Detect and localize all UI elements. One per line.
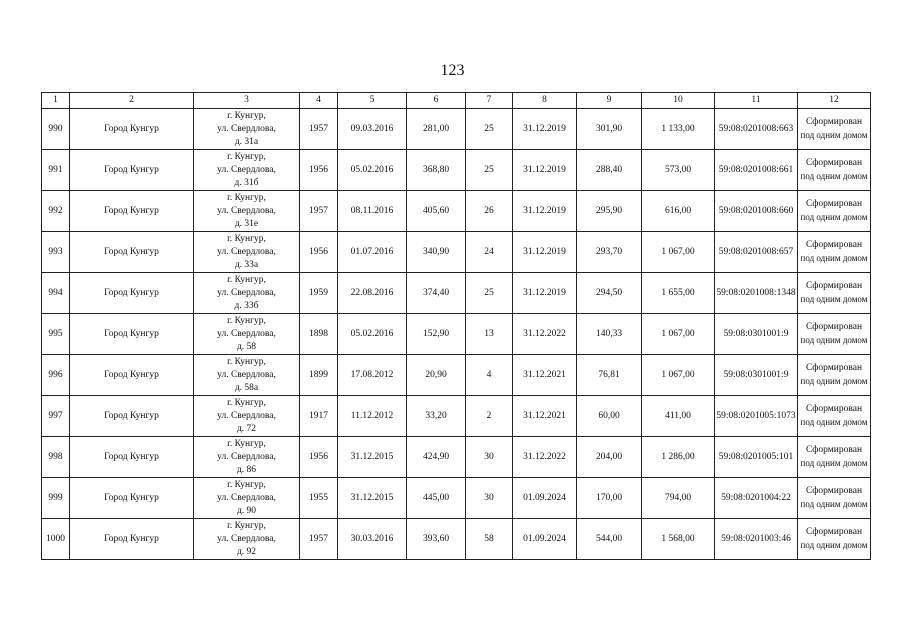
table-row (42, 396, 871, 437)
address-line: ул. Свердлова, (217, 369, 276, 380)
column-10-value: 1 655,00 (642, 273, 715, 314)
status-cell (798, 273, 871, 314)
status-line-1: Сформирован (805, 117, 863, 127)
city-name: Город Кунгур (70, 191, 194, 232)
inspection-date: 31.12.2015 (338, 437, 407, 478)
city-name: Город Кунгур (70, 355, 194, 396)
status-line-2: под одним домом (800, 458, 868, 468)
column-10-value: 1 067,00 (642, 355, 715, 396)
residents-count: 25 (466, 109, 513, 150)
table-header (42, 93, 871, 109)
area-value: 33,20 (407, 396, 466, 437)
planned-date: 31.12.2019 (513, 109, 577, 150)
area-value: 424,90 (407, 437, 466, 478)
column-header: 8 (513, 93, 577, 109)
table-row (42, 355, 871, 396)
column-header: 1 (42, 93, 70, 109)
row-number: 991 (42, 150, 70, 191)
column-10-value: 1 133,00 (642, 109, 715, 150)
column-header: 10 (642, 93, 715, 109)
year-built: 1956 (300, 232, 338, 273)
page-number: 123 (440, 62, 465, 79)
year-built: 1956 (300, 150, 338, 191)
address-line: ул. Свердлова, (217, 451, 276, 462)
address-line: г. Кунгур, (227, 110, 266, 121)
status-line-1: Сформирован (805, 486, 863, 496)
inspection-date: 08.11.2016 (338, 191, 407, 232)
address-line: г. Кунгур, (227, 479, 266, 490)
status-line-1: Сформирован (805, 158, 863, 168)
address-line: г. Кунгур, (227, 520, 266, 531)
column-header: 2 (70, 93, 194, 109)
address-line: д. 86 (236, 464, 257, 475)
status-line-1: Сформирован (805, 404, 863, 414)
status-line-2: под одним домом (800, 417, 868, 427)
table-row (42, 191, 871, 232)
column-10-value: 1 067,00 (642, 314, 715, 355)
table-row (42, 478, 871, 519)
residents-count: 4 (466, 355, 513, 396)
status-line-1: Сформирован (805, 240, 863, 250)
address-line: г. Кунгур, (227, 315, 266, 326)
row-number: 997 (42, 396, 70, 437)
planned-date: 31.12.2019 (513, 191, 577, 232)
status-line-2: под одним домом (800, 253, 868, 263)
city-name: Город Кунгур (70, 478, 194, 519)
address-cell (194, 519, 300, 560)
cadastral-number: 59:08:0201005:101 (715, 437, 798, 478)
column-9-value: 140,33 (577, 314, 642, 355)
cadastral-number: 59:08:0201008:661 (715, 150, 798, 191)
address-line: д. 33б (234, 300, 259, 311)
address-line: г. Кунгур, (227, 151, 266, 162)
city-name: Город Кунгур (70, 150, 194, 191)
address-line: д. 31е (234, 218, 259, 229)
inspection-date: 11.12.2012 (338, 396, 407, 437)
table-row (42, 150, 871, 191)
address-cell (194, 314, 300, 355)
table-row (42, 273, 871, 314)
area-value: 445,00 (407, 478, 466, 519)
column-header: 9 (577, 93, 642, 109)
status-cell (798, 314, 871, 355)
column-9-value: 170,00 (577, 478, 642, 519)
address-line: г. Кунгур, (227, 192, 266, 203)
city-name: Город Кунгур (70, 232, 194, 273)
status-line-1: Сформирован (805, 445, 863, 455)
address-cell (194, 396, 300, 437)
table-row (42, 519, 871, 560)
status-line-2: под одним домом (800, 335, 868, 345)
column-9-value: 293,70 (577, 232, 642, 273)
status-line-2: под одним домом (800, 130, 868, 140)
row-number: 1000 (42, 519, 70, 560)
address-line: ул. Свердлова, (217, 492, 276, 503)
area-value: 374,40 (407, 273, 466, 314)
inspection-date: 22.08.2016 (338, 273, 407, 314)
row-number: 998 (42, 437, 70, 478)
column-header: 3 (194, 93, 300, 109)
status-cell (798, 519, 871, 560)
planned-date: 01.09.2024 (513, 478, 577, 519)
area-value: 393,60 (407, 519, 466, 560)
residents-count: 30 (466, 437, 513, 478)
column-9-value: 301,90 (577, 109, 642, 150)
area-value: 368,80 (407, 150, 466, 191)
residents-count: 30 (466, 478, 513, 519)
column-9-value: 76,81 (577, 355, 642, 396)
address-line: г. Кунгур, (227, 438, 266, 449)
address-cell (194, 478, 300, 519)
city-name: Город Кунгур (70, 314, 194, 355)
cadastral-number: 59:08:0201003:46 (715, 519, 798, 560)
column-header: 12 (798, 93, 871, 109)
planned-date: 31.12.2021 (513, 355, 577, 396)
address-line: д. 33а (234, 259, 259, 270)
year-built: 1917 (300, 396, 338, 437)
address-line: г. Кунгур, (227, 233, 266, 244)
status-line-2: под одним домом (800, 376, 868, 386)
residents-count: 25 (466, 273, 513, 314)
status-line-2: под одним домом (800, 499, 868, 509)
address-line: г. Кунгур, (227, 356, 266, 367)
year-built: 1955 (300, 478, 338, 519)
year-built: 1957 (300, 191, 338, 232)
address-line: ул. Свердлова, (217, 410, 276, 421)
planned-date: 31.12.2019 (513, 232, 577, 273)
status-cell (798, 478, 871, 519)
cadastral-number: 59:08:0201008:663 (715, 109, 798, 150)
table-row (42, 314, 871, 355)
city-name: Город Кунгур (70, 273, 194, 314)
year-built: 1956 (300, 437, 338, 478)
planned-date: 31.12.2019 (513, 273, 577, 314)
column-9-value: 295,90 (577, 191, 642, 232)
row-number: 993 (42, 232, 70, 273)
residents-count: 24 (466, 232, 513, 273)
cadastral-number: 59:08:0201008:660 (715, 191, 798, 232)
column-9-value: 294,50 (577, 273, 642, 314)
status-line-2: под одним домом (800, 540, 868, 550)
table-body (42, 109, 871, 560)
planned-date: 31.12.2021 (513, 396, 577, 437)
status-cell (798, 232, 871, 273)
address-line: ул. Свердлова, (217, 287, 276, 298)
address-cell (194, 150, 300, 191)
status-line-2: под одним домом (800, 212, 868, 222)
status-line-1: Сформирован (805, 281, 863, 291)
year-built: 1957 (300, 519, 338, 560)
column-9-value: 204,00 (577, 437, 642, 478)
column-header: 7 (466, 93, 513, 109)
inspection-date: 17.08.2012 (338, 355, 407, 396)
status-cell (798, 191, 871, 232)
address-cell (194, 109, 300, 150)
status-line-1: Сформирован (805, 527, 863, 537)
cadastral-number: 59:08:0201008:657 (715, 232, 798, 273)
table-row (42, 437, 871, 478)
residents-count: 26 (466, 191, 513, 232)
column-number-row (42, 93, 871, 109)
address-line: ул. Свердлова, (217, 246, 276, 257)
column-9-value: 288,40 (577, 150, 642, 191)
address-cell (194, 273, 300, 314)
row-number: 996 (42, 355, 70, 396)
row-number: 995 (42, 314, 70, 355)
row-number: 994 (42, 273, 70, 314)
status-cell (798, 109, 871, 150)
year-built: 1899 (300, 355, 338, 396)
address-line: ул. Свердлова, (217, 205, 276, 216)
address-cell (194, 437, 300, 478)
column-10-value: 1 568,00 (642, 519, 715, 560)
inspection-date: 30.03.2016 (338, 519, 407, 560)
status-line-2: под одним домом (800, 294, 868, 304)
status-cell (798, 150, 871, 191)
row-number: 990 (42, 109, 70, 150)
city-name: Город Кунгур (70, 519, 194, 560)
cadastral-number: 59:08:0201004:22 (715, 478, 798, 519)
column-10-value: 1 067,00 (642, 232, 715, 273)
cadastral-number: 59:08:0201005:1073 (715, 396, 798, 437)
area-value: 152,90 (407, 314, 466, 355)
inspection-date: 01.07.2016 (338, 232, 407, 273)
column-10-value: 794,00 (642, 478, 715, 519)
address-line: ул. Свердлова, (217, 164, 276, 175)
address-line: д. 58 (236, 341, 257, 352)
city-name: Город Кунгур (70, 396, 194, 437)
cadastral-number: 59:08:0201008:1348 (715, 273, 798, 314)
address-cell (194, 191, 300, 232)
status-line-1: Сформирован (805, 322, 863, 332)
column-10-value: 411,00 (642, 396, 715, 437)
area-value: 281,00 (407, 109, 466, 150)
row-number: 992 (42, 191, 70, 232)
table-row (42, 109, 871, 150)
inspection-date: 31.12.2015 (338, 478, 407, 519)
residents-count: 13 (466, 314, 513, 355)
address-cell (194, 232, 300, 273)
planned-date: 31.12.2022 (513, 314, 577, 355)
address-line: ул. Свердлова, (217, 533, 276, 544)
status-cell (798, 355, 871, 396)
address-line: ул. Свердлова, (217, 123, 276, 134)
cadastral-number: 59:08:0301001:9 (715, 355, 798, 396)
area-value: 20,90 (407, 355, 466, 396)
city-name: Город Кунгур (70, 109, 194, 150)
address-line: г. Кунгур, (227, 397, 266, 408)
inspection-date: 09.03.2016 (338, 109, 407, 150)
area-value: 405,60 (407, 191, 466, 232)
status-cell (798, 437, 871, 478)
column-9-value: 544,00 (577, 519, 642, 560)
address-line: д. 92 (236, 546, 257, 557)
residents-count: 58 (466, 519, 513, 560)
address-line: г. Кунгур, (227, 274, 266, 285)
inspection-date: 05.02.2016 (338, 150, 407, 191)
address-line: д. 58а (234, 382, 259, 393)
address-cell (194, 355, 300, 396)
status-line-1: Сформирован (805, 363, 863, 373)
status-cell (798, 396, 871, 437)
year-built: 1959 (300, 273, 338, 314)
inspection-date: 05.02.2016 (338, 314, 407, 355)
column-10-value: 616,00 (642, 191, 715, 232)
column-10-value: 573,00 (642, 150, 715, 191)
status-line-2: под одним домом (800, 171, 868, 181)
planned-date: 31.12.2019 (513, 150, 577, 191)
address-line: д. 72 (236, 423, 257, 434)
table-row (42, 232, 871, 273)
year-built: 1957 (300, 109, 338, 150)
address-line: ул. Свердлова, (217, 328, 276, 339)
column-header: 5 (338, 93, 407, 109)
residents-count: 2 (466, 396, 513, 437)
address-line: д. 31а (234, 136, 259, 147)
column-10-value: 1 286,00 (642, 437, 715, 478)
residents-count: 25 (466, 150, 513, 191)
address-line: д. 31б (234, 177, 259, 188)
status-line-1: Сформирован (805, 199, 863, 209)
planned-date: 31.12.2022 (513, 437, 577, 478)
column-header: 11 (715, 93, 798, 109)
column-9-value: 60,00 (577, 396, 642, 437)
address-line: д. 90 (236, 505, 257, 516)
column-header: 6 (407, 93, 466, 109)
row-number: 999 (42, 478, 70, 519)
area-value: 340,90 (407, 232, 466, 273)
planned-date: 01.09.2024 (513, 519, 577, 560)
housing-registry-table (41, 92, 871, 560)
city-name: Город Кунгур (70, 437, 194, 478)
year-built: 1898 (300, 314, 338, 355)
cadastral-number: 59:08:0301001:9 (715, 314, 798, 355)
column-header: 4 (300, 93, 338, 109)
